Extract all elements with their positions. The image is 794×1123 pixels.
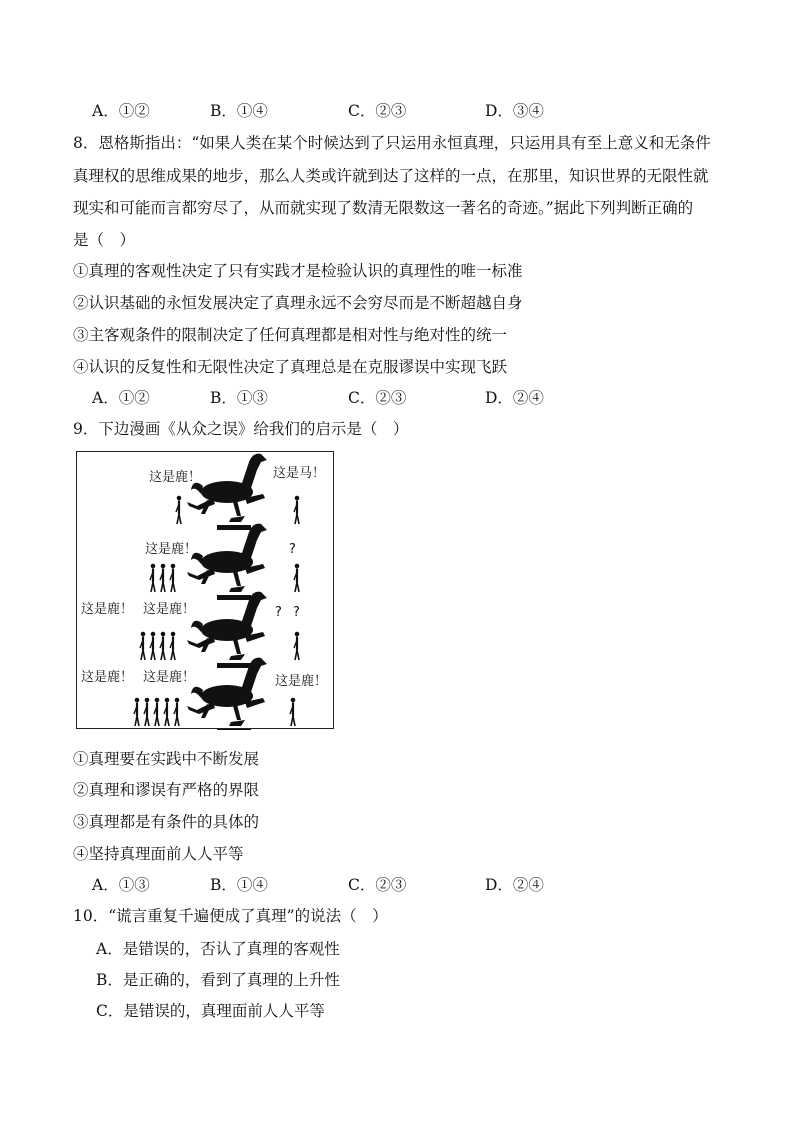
q7-option-d: D．③④: [485, 102, 544, 120]
cartoon-from-crowd-error: [76, 451, 334, 729]
q8-item-1: ①真理的客观性决定了只有实践才是检验认识的真理性的唯一标准: [73, 262, 523, 280]
q10-option-b: B．是正确的，看到了真理的上升性: [96, 971, 340, 989]
q8-item-3: ③主客观条件的限制决定了任何真理都是相对性与绝对性的统一: [73, 326, 508, 344]
q7-option-b: B．①④: [210, 102, 268, 120]
q8-stem-line-2: 真理权的思维成果的地步，那么人类或许就到达了这样的一点，在那里，知识世界的无限性就: [73, 167, 709, 185]
cartoon-bubble-11: 这是鹿！: [275, 674, 328, 689]
q10-option-a: A．是错误的，否认了真理的客观性: [96, 940, 340, 958]
q9-item-2: ②真理和谬误有严格的界限: [73, 781, 260, 799]
q7-option-c: C．②③: [348, 102, 407, 120]
q9-stem: 9．下边漫画《从众之误》给我们的启示是（ ）: [73, 420, 409, 438]
q9-option-b: B．①④: [210, 876, 268, 894]
q8-stem-line-3: 现实和可能而言都穷尽了，从而就实现了数清无限数这一著名的奇迹。”据此下列判断正确的: [73, 199, 694, 217]
cartoon-bubble-8: ?: [293, 605, 300, 620]
cartoon-bubble-10: 这是鹿！: [143, 670, 196, 685]
q8-stem-line-1: 8．恩格斯指出：“如果人类在某个时候达到了只运用永恒真理，只运用具有至上意义和无条件: [73, 134, 711, 152]
q8-option-a: A．①②: [92, 389, 150, 407]
q9-option-a: A．①③: [92, 876, 150, 894]
cartoon-bubble-5: 这是鹿！: [81, 602, 134, 617]
cartoon-bubble-9: 这是鹿！: [81, 670, 134, 685]
cartoon-bubble-7: ?: [275, 605, 282, 620]
q7-option-a: A．①②: [92, 102, 150, 120]
q9-option-c: C．②③: [348, 876, 407, 894]
q10-option-c: C．是错误的，真理面前人人平等: [96, 1002, 325, 1020]
q7-options: [92, 101, 692, 121]
q8-item-4: ④认识的反复性和无限性决定了真理总是在克服谬误中实现飞跃: [73, 358, 508, 376]
cartoon-bubble-4: ?: [289, 542, 296, 557]
q9-options: [92, 875, 692, 895]
q9-item-3: ③真理都是有条件的具体的: [73, 813, 260, 831]
q8-option-b: B．①③: [210, 389, 268, 407]
q8-stem-line-4: 是（ ）: [73, 231, 136, 249]
q8-options: [92, 388, 692, 408]
q8-item-2: ②认识基础的永恒发展决定了真理永远不会穷尽而是不断超越自身: [73, 294, 523, 312]
q9-item-4: ④坚持真理面前人人平等: [73, 845, 244, 863]
q9-option-d: D．②④: [485, 876, 544, 894]
q8-option-d: D．②④: [485, 389, 544, 407]
q10-stem: 10．“谎言重复千遍便成了真理”的说法（ ）: [73, 907, 388, 925]
cartoon-bubble-3: 这是鹿！: [145, 542, 198, 557]
q8-option-c: C．②③: [348, 389, 407, 407]
cartoon-bubble-1: 这是鹿！: [149, 470, 202, 485]
cartoon-bubble-2: 这是马！: [273, 466, 326, 481]
q9-item-1: ①真理要在实践中不断发展: [73, 750, 260, 768]
cartoon-bubble-6: 这是鹿！: [143, 602, 196, 617]
